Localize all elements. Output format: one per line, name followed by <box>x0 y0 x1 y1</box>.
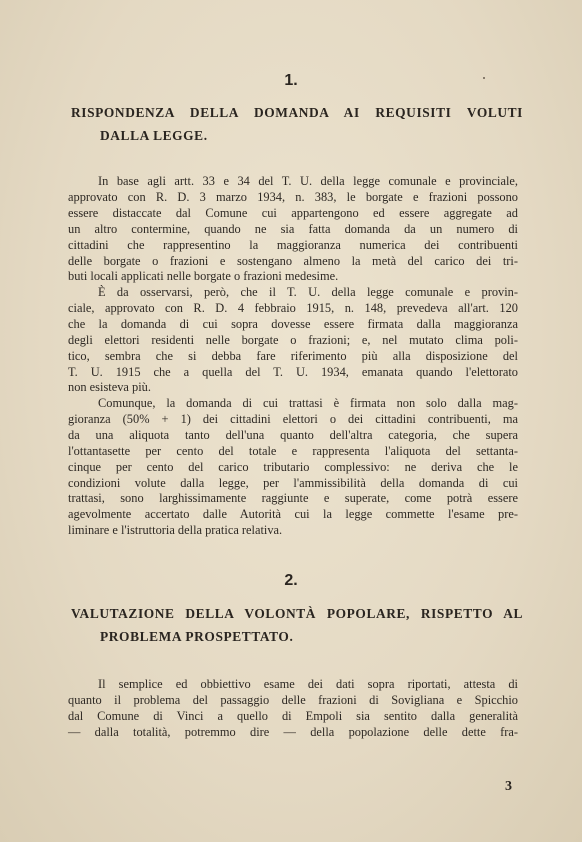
text-line: che la domanda di cui sopra dovesse essere firmata dalla maggioranza <box>68 316 518 331</box>
text-line: l'ottantasette per cento del totale e rappresenta l'aliquota del settanta- <box>68 443 518 458</box>
section-2-heading-line-2: PROBLEMA PROSPETTATO. <box>100 629 294 644</box>
text-line: cinque per cento del carico tributario complessivo: ne deriva che le <box>68 459 518 474</box>
section-2-number: 2. <box>284 572 298 589</box>
text-line: essere distaccate dal Comune cui appartengono ed essere aggregate ad <box>68 205 518 220</box>
text-line: Il semplice ed obbiettivo esame dei dati sopra riportati, attesta di <box>98 677 518 691</box>
section-1-heading-line-2: DALLA LEGGE. <box>100 128 208 143</box>
section-2-heading-line-1: VALUTAZIONE DELLA VOLONTÀ POPOLARE, RISPETTO AL <box>71 606 523 621</box>
text-line: quanto il problema del passaggio delle frazioni di Sovigliana e Spicchio <box>68 692 518 707</box>
text-line: degli elettori residenti nelle borgate o frazioni; e, nel mutato clima poli- <box>68 332 518 347</box>
section-1-paragraph-1 <box>68 174 518 285</box>
text-line: un altro contermine, quando ne sia fatta domanda da un numero di <box>68 221 518 236</box>
text-line: Comunque, la domanda di cui trattasi è firmata non solo dalla mag- <box>98 396 518 410</box>
text-line: delle borgate o frazioni e sostengano almeno la metà del carico dei tri- <box>68 253 518 268</box>
text-line: non esisteva più. <box>68 380 151 395</box>
text-line: È da osservarsi, però, che il T. U. della legge comunale e provin- <box>98 285 518 299</box>
section-1-paragraph-3 <box>68 396 518 539</box>
text-line: condizioni volute dalla legge, per l'ammissibilità della domanda di cui <box>68 475 518 490</box>
section-1-number: 1. <box>284 72 298 89</box>
text-line: dal Comune di Vinci a quello di Empoli sia sentito dalla generalità <box>68 708 518 723</box>
text-line: liminare e l'istruttoria della pratica relativa. <box>68 523 283 538</box>
page-number: 3 <box>505 779 512 794</box>
text-line: — dalla totalità, potremmo dire — della popolazione delle dette fra- <box>68 724 518 739</box>
text-line: ciale, approvato con R. D. 4 febbraio 1915, n. 148, prevedeva all'art. 120 <box>68 300 518 315</box>
section-1-heading-line-1: RISPONDENZA DELLA DOMANDA AI REQUISITI VOLUTI <box>71 105 523 120</box>
text-line: trattasi, sono larghissimamente raggiunte e superate, come potrà essere <box>68 491 518 506</box>
text-line: agevolmente accertato dalle Autorità cui la legge commette l'esame pre- <box>68 507 518 522</box>
text-line: tico, sembra che si debba fare riferimento più alla disposizione del <box>68 348 518 363</box>
text-line: T. U. 1915 che a quella del T. U. 1934, emanata quando l'elettorato <box>68 364 518 379</box>
text-line: gioranza (50% + 1) dei cittadini elettori o dei cittadini contribuenti, ma <box>68 411 518 426</box>
section-2-paragraph-1 <box>68 677 518 741</box>
text-line: cittadini che rappresentino la maggioranza numerica dei contribuenti <box>68 237 518 252</box>
section-1-paragraph-2 <box>68 285 518 396</box>
text-line: In base agli artt. 33 e 34 del T. U. della legge comunale e provinciale, <box>98 174 518 188</box>
text-line: da una aliquota tanto dell'una quanto dell'altra categoria, che supera <box>68 427 518 442</box>
text-line: buti locali applicati nelle borgate o frazioni medesime. <box>68 269 339 284</box>
section-1-heading <box>71 101 523 147</box>
section-2-heading <box>71 602 523 648</box>
text-line: approvato con R. D. 3 marzo 1934, n. 383, le borgate e frazioni possono <box>68 189 518 204</box>
